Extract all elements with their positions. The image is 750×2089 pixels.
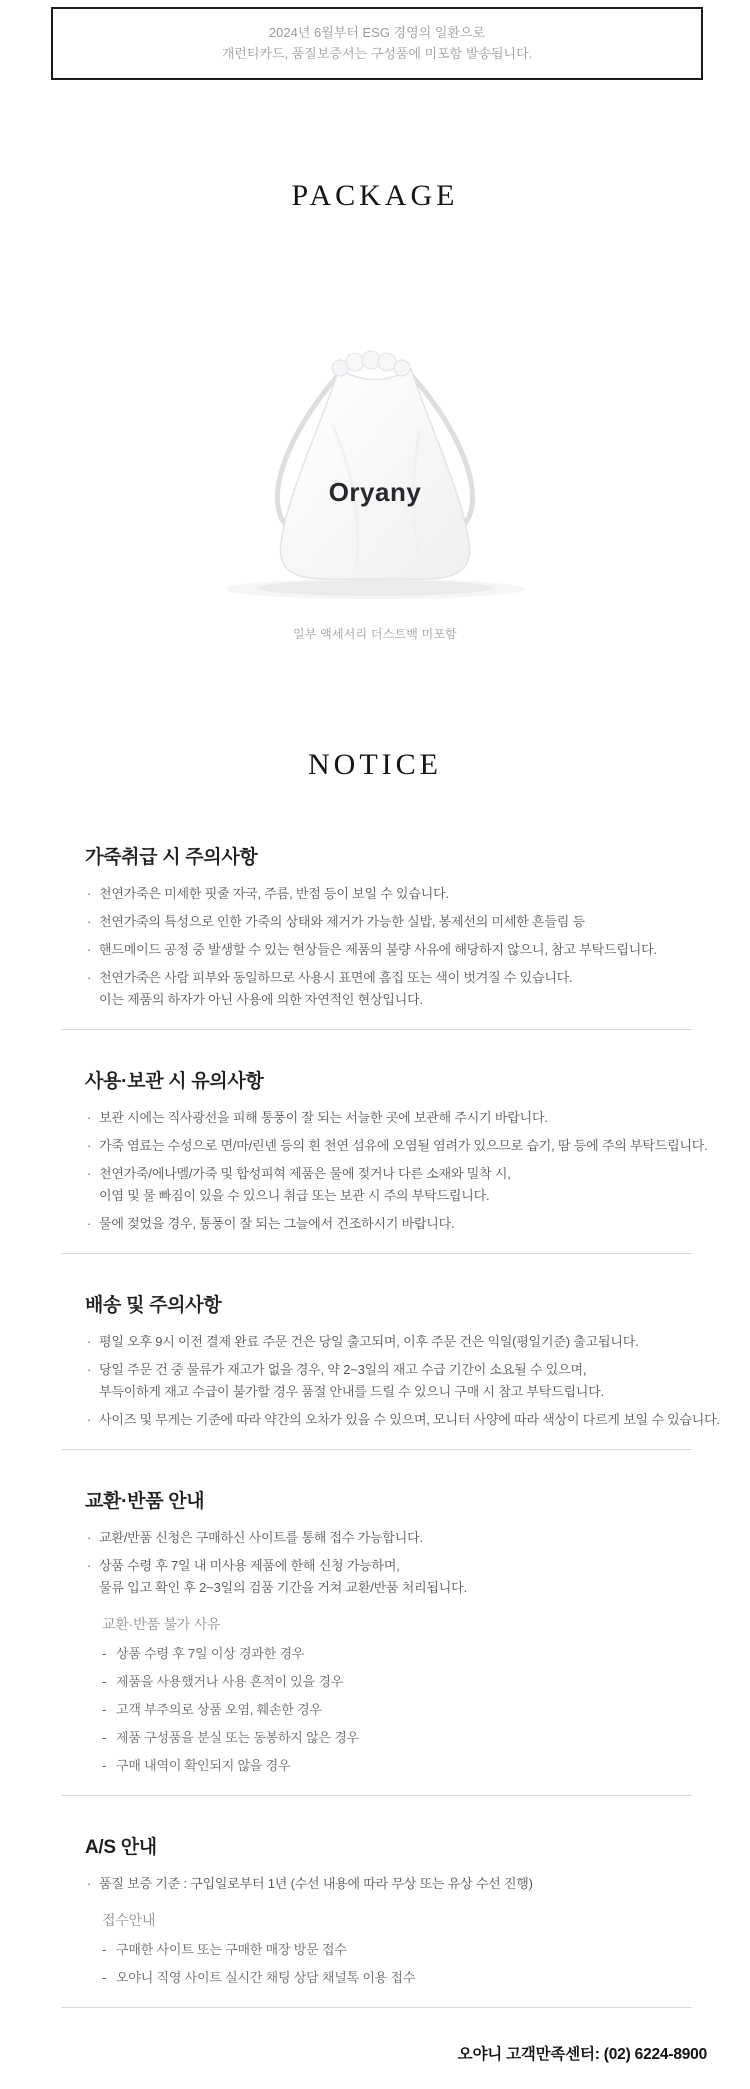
bullet-marker: · (87, 1138, 92, 1153)
notice-bullet-item (85, 911, 727, 933)
notice-bullet-item (85, 1107, 727, 1129)
esg-banner (51, 7, 703, 80)
bullet-marker: - (102, 1646, 107, 1661)
bullet-continuation-line (85, 1185, 727, 1207)
bullet-line (85, 1873, 727, 1895)
bullet-text: 구매 내역이 확인되지 않을 경우 (116, 1758, 291, 1773)
bullet-text: 물류 입고 확인 후 2~3일의 검품 기간을 거쳐 교환/반품 처리됩니다. (99, 1580, 467, 1595)
bullet-text: 오야니 직영 사이트 실시간 채팅 상담 채널톡 이용 접수 (116, 1970, 416, 1985)
bullet-marker: - (102, 1758, 107, 1773)
notice-bullet-item (85, 1213, 727, 1235)
bullet-marker: · (87, 1558, 92, 1573)
bullet-text: 당일 주문 건 중 물류가 재고가 없을 경우, 약 2~3일의 재고 수급 기간이 소요될 수 있으며, (99, 1362, 587, 1377)
bullet-line (85, 1135, 727, 1157)
bullet-list (85, 1331, 727, 1431)
section-exchange-return (85, 1490, 727, 1777)
bullet-line (85, 883, 727, 905)
notice-bullet-item (85, 883, 727, 905)
section-heading: 사용·보관 시 유의사항 (85, 1071, 264, 1092)
bullet-marker: - (102, 1942, 107, 1957)
sub-section-title: 접수안내 (102, 1912, 156, 1928)
bullet-text: 이염 및 물 빠짐이 있을 수 있으니 취급 또는 보관 시 주의 부탁드립니다. (99, 1188, 490, 1203)
package-caption: 일부 액세서리 더스트백 미포함 (293, 627, 457, 641)
bullet-marker: · (87, 1216, 92, 1231)
sub-section-title: 교환·반품 불가 사유 (102, 1616, 221, 1632)
bullet-text: 교환/반품 신청은 구매하신 사이트를 통해 접수 가능합니다. (99, 1530, 423, 1545)
notice-sections (0, 846, 750, 2008)
notice-bullet-item (102, 1727, 727, 1749)
notice-bullet-item (85, 1135, 727, 1157)
section-divider (61, 1029, 692, 1030)
bullet-line (85, 1527, 727, 1549)
bullet-marker: - (102, 1730, 107, 1745)
notice-bullet-item (102, 1939, 727, 1961)
bullet-marker: - (102, 1702, 107, 1717)
bullet-marker: · (87, 886, 92, 901)
bullet-list (85, 1527, 727, 1599)
as-reception-guide (85, 1909, 727, 1989)
section-divider (61, 1795, 692, 1796)
bullet-marker: · (87, 1166, 92, 1181)
bullet-line (102, 1699, 727, 1721)
bullet-text: 고객 부주의로 상품 오염, 훼손한 경우 (116, 1702, 322, 1717)
bullet-text: 이는 제품의 하자가 아닌 사용에 의한 자연적인 현상입니다. (99, 992, 423, 1007)
bullet-text: 제품을 사용했거나 사용 흔적이 있을 경우 (116, 1674, 344, 1689)
bullet-text: 부득이하게 재고 수급이 불가할 경우 품절 안내를 드릴 수 있으니 구매 시 참고 부탁드립니다. (99, 1384, 605, 1399)
notice-bullet-item (85, 967, 727, 1011)
bullet-list (85, 1107, 727, 1235)
bullet-text: 물에 젖었을 경우, 통풍이 잘 되는 그늘에서 건조하시기 바랍니다. (99, 1216, 455, 1231)
customer-center-info: 오야니 고객만족센터: (02) 6224-8900 (457, 2046, 707, 2063)
bullet-marker: · (87, 1110, 92, 1125)
bullet-continuation-line (85, 989, 727, 1011)
notice-bullet-item (85, 1163, 727, 1207)
section-leather-care (85, 846, 727, 1011)
section-divider (61, 2007, 692, 2008)
bullet-list (85, 1873, 727, 1895)
bullet-text: 구매한 사이트 또는 구매한 매장 방문 접수 (116, 1942, 347, 1957)
section-heading: 배송 및 주의사항 (85, 1295, 222, 1316)
notice-bullet-item (85, 1873, 727, 1895)
notice-bullet-item (85, 1359, 727, 1403)
bullet-marker: · (87, 1876, 92, 1891)
bullet-line (85, 911, 727, 933)
notice-bullet-item (102, 1671, 727, 1693)
section-heading: A/S 안내 (85, 1837, 157, 1858)
notice-bullet-item (85, 1555, 727, 1599)
bullet-marker: · (87, 1362, 92, 1377)
notice-bullet-item (85, 939, 727, 961)
bullet-line (102, 1671, 727, 1693)
esg-banner-line1: 2024년 6월부터 ESG 경영의 일환으로 (268, 25, 486, 40)
bullet-text: 평일 오후 9시 이전 결제 완료 주문 건은 당일 출고되며, 이후 주문 건은 익일(평일기준) 출고됩니다. (99, 1334, 639, 1349)
bullet-line (85, 1163, 727, 1185)
bullet-marker: · (87, 914, 92, 929)
package-image (0, 305, 750, 605)
bullet-continuation-line (85, 1577, 727, 1599)
section-heading: 교환·반품 안내 (85, 1491, 205, 1512)
bullet-marker: · (87, 970, 92, 985)
bullet-line (85, 1331, 727, 1353)
bullet-text: 천연가죽은 미세한 핏줄 자국, 주름, 반점 등이 보일 수 있습니다. (99, 886, 449, 901)
bullet-text: 천연가죽의 특성으로 인한 가죽의 상태와 제거가 가능한 실밥, 봉제선의 미세한 흔들림 등 (99, 914, 585, 929)
esg-banner-line2: 개런티카드, 품질보증서는 구성품에 미포함 발송됩니다. (221, 46, 533, 61)
bullet-text: 보관 시에는 직사광선을 피해 통풍이 잘 되는 서늘한 곳에 보관해 주시기 바랍니다. (99, 1110, 548, 1125)
section-divider (61, 1253, 692, 1254)
bullet-list (85, 883, 727, 1011)
notice-bullet-item (102, 1755, 727, 1777)
bullet-text: 제품 구성품을 분실 또는 동봉하지 않은 경우 (116, 1730, 359, 1745)
dash-list (102, 1643, 727, 1777)
notice-bullet-item (102, 1643, 727, 1665)
bullet-text: 품질 보증 기준 : 구입일로부터 1년 (수선 내용에 따라 무상 또는 유상 수선 진행) (99, 1876, 533, 1891)
bullet-text: 천연가죽/에나멜/가죽 및 합성피혁 제품은 물에 젖거나 다른 소재와 밀착 시, (99, 1166, 511, 1181)
bullet-continuation-line (85, 1381, 727, 1403)
bullet-marker: - (102, 1970, 107, 1985)
bullet-marker: · (87, 942, 92, 957)
bullet-line (102, 1967, 727, 1989)
bullet-line (85, 1213, 727, 1235)
dash-list (102, 1939, 727, 1989)
package-title: PACKAGE (291, 179, 459, 212)
dust-bag-illustration (215, 305, 535, 605)
bullet-text: 핸드메이드 공정 중 발생할 수 있는 현상들은 제품의 불량 사유에 해당하지 않으니, 참고 부탁드립니다. (99, 942, 657, 957)
notice-bullet-item (85, 1527, 727, 1549)
section-shipping (85, 1294, 727, 1431)
section-as (85, 1836, 727, 1989)
bullet-marker: · (87, 1412, 92, 1427)
notice-bullet-item (85, 1331, 727, 1353)
bag-brand-text: Oryany (328, 477, 422, 507)
bullet-text: 상품 수령 후 7일 내 미사용 제품에 한해 신청 가능하며, (99, 1558, 400, 1573)
bullet-line (102, 1727, 727, 1749)
bullet-marker: · (87, 1334, 92, 1349)
exchange-return-disallowed (85, 1613, 727, 1777)
notice-bullet-item (85, 1409, 727, 1431)
bullet-line (102, 1643, 727, 1665)
section-heading: 가죽취급 시 주의사항 (85, 847, 258, 868)
bullet-line (85, 939, 727, 961)
bullet-text: 가죽 염료는 수성으로 면/마/린넨 등의 흰 천연 섬유에 오염될 염려가 있으므로 습기, 땀 등에 주의 부탁드립니다. (99, 1138, 708, 1153)
section-storage (85, 1070, 727, 1235)
notice-title: NOTICE (308, 748, 442, 781)
bullet-text: 천연가죽은 사람 피부와 동일하므로 사용시 표면에 흠집 또는 색이 벗겨질 수 있습니다. (99, 970, 573, 985)
bullet-marker: · (87, 1530, 92, 1545)
bullet-text: 상품 수령 후 7일 이상 경과한 경우 (116, 1646, 305, 1661)
bullet-line (85, 1409, 727, 1431)
bullet-line (85, 1555, 727, 1577)
bullet-line (102, 1755, 727, 1777)
bullet-text: 사이즈 및 무게는 기준에 따라 약간의 오차가 있을 수 있으며, 모니터 사양에 따라 색상이 다르게 보일 수 있습니다. (99, 1412, 720, 1427)
bullet-line (102, 1939, 727, 1961)
product-detail-page (0, 7, 750, 2089)
section-divider (61, 1449, 692, 1450)
notice-bullet-item (102, 1699, 727, 1721)
bullet-line (85, 1107, 727, 1129)
bullet-marker: - (102, 1674, 107, 1689)
bullet-line (85, 1359, 727, 1381)
notice-bullet-item (102, 1967, 727, 1989)
bullet-line (85, 967, 727, 989)
